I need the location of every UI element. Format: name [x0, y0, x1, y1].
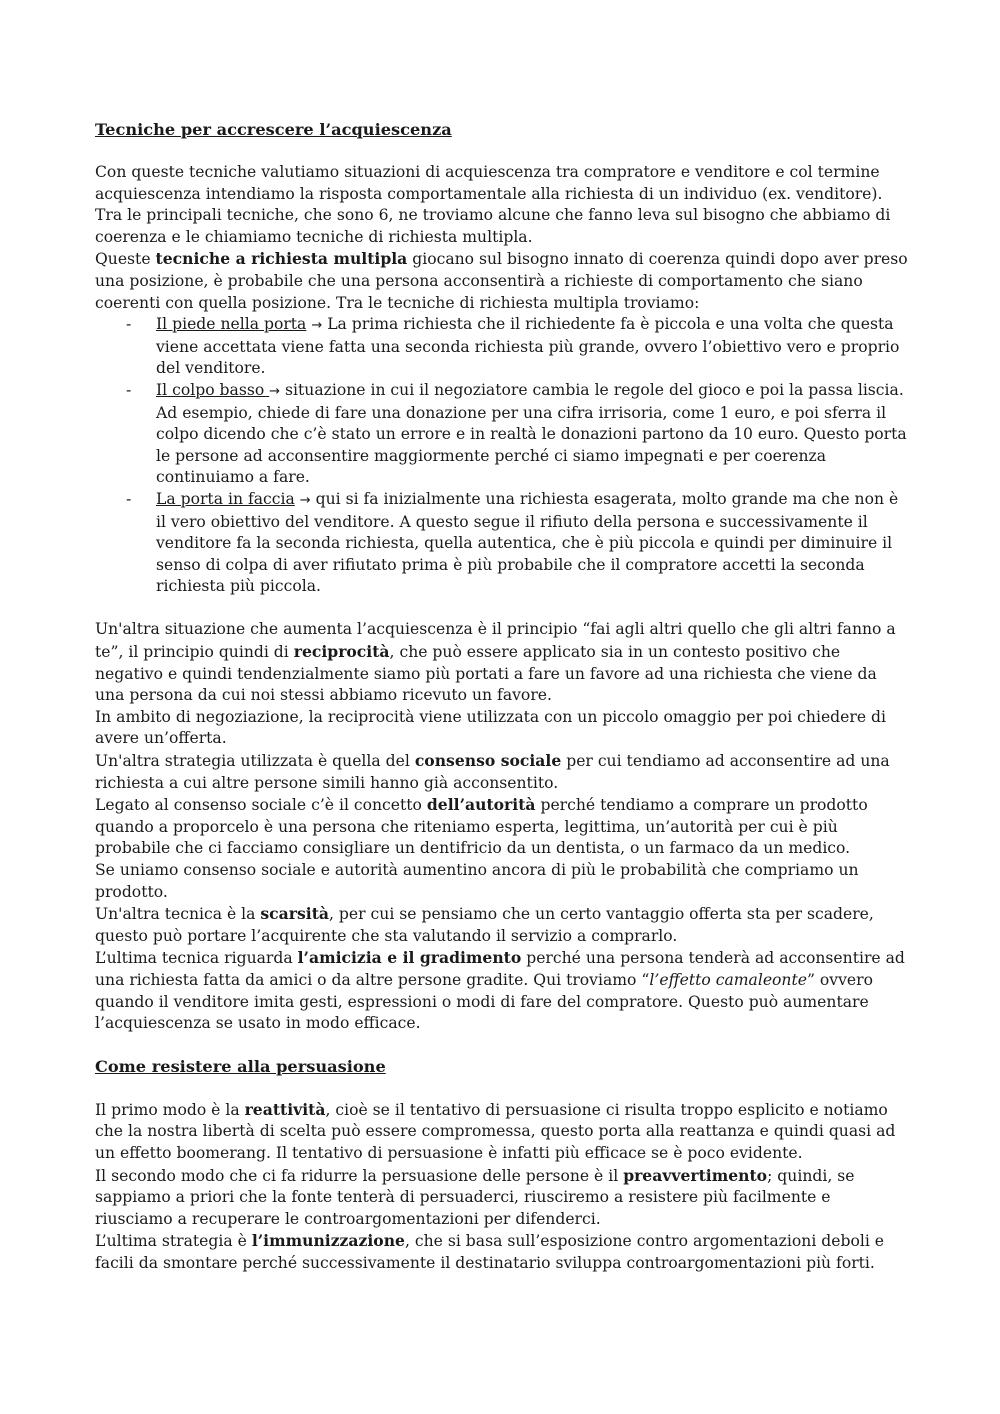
bold-term: consenso sociale: [414, 751, 562, 771]
arrow-right-icon: →: [299, 492, 311, 508]
text-run: Queste: [95, 250, 156, 269]
forewarning-paragraph: [95, 1165, 910, 1231]
reciprocity-paragraph: [95, 619, 910, 706]
text-run: , che può essere applicato sia in un contesto positivo che negativo e quindi tendenzialmente siamo più portati a fare un favore ad una richiesta che viene da una persona da cui noi stessi abbiamo ricevuto un favore.: [95, 643, 877, 705]
text-run: Il primo modo è la: [95, 1100, 245, 1119]
techniques-list: [95, 314, 910, 598]
list-bullet: -: [126, 489, 132, 508]
main-techniques-paragraph: Tra le principali tecniche, che sono 6, ne troviamo alcune che fanno leva sul bisogno che abbiamo di coerenza e le chiamiamo tecniche di richiesta multipla.: [95, 206, 891, 246]
list-bullet: -: [126, 315, 132, 334]
friendship-paragraph: [95, 947, 910, 1034]
consensus-paragraph: [95, 750, 910, 794]
intro-paragraph: Con queste tecniche valutiamo situazioni di acquiescenza tra compratore e venditore e col termine acquiescenza intendiamo la risposta comportamentale alla richiesta di un individuo (ex. venditore).: [95, 163, 883, 203]
arrow-right-icon: →: [311, 318, 323, 334]
text-run: ” ovvero quando il venditore imita gesti, espressioni o modi di fare del compratore. Questo può aumentare l’acquiescenza se usato in modo efficace.: [95, 970, 873, 1033]
bold-term: l’amicizia e il gradimento: [297, 948, 522, 968]
section-title-techniques: Tecniche per accrescere l’acquiescenza: [95, 120, 452, 139]
text-run: per cui tendiamo ad acconsentire ad una richiesta a cui altre persone simili hanno già acconsentito.: [95, 752, 890, 792]
text-run: Un'altra strategia utilizzata è quella del: [95, 752, 415, 771]
text-run: , cioè se il tentativo di persuasione ci risulta troppo esplicito e notiamo che la nostra libertà di scelta può essere compromessa, questo porta alla reattanza e quindi quasi ad un effetto boomerang. Il tentativo di persuasione è infatti più efficace se è poco evidente.: [95, 1100, 896, 1162]
bold-term: dell’autorità: [426, 795, 536, 815]
text-run: Il secondo modo che ci fa ridurre la persuasione delle persone è il: [95, 1166, 624, 1185]
text-run: L’ultima strategia è: [95, 1232, 252, 1251]
multiple-request-paragraph: [95, 248, 910, 314]
text-run: ; quindi, se sappiamo a priori che la fonte tenterà di persuaderci, riusciremo a resistere più facilmente e riusciamo a recuperare le controargomentazioni per difenderci.: [95, 1166, 855, 1228]
bold-term: l’immunizzazione: [251, 1231, 405, 1251]
technique-text: qui si fa inizialmente una richiesta esagerata, molto grande ma che non è il vero obiettivo del venditore. A questo segue il rifiuto della persona e successivamente il venditore fa la seconda richiesta, quella autentica, che è più piccola e quindi per diminuire il senso di colpa di aver rifiutato prima è più probabile che il compratore accetti la seconda richiesta più piccola.: [156, 489, 899, 596]
combine-paragraph: Se uniamo consenso sociale e autorità aumentino ancora di più le probabilità che compriamo un prodotto.: [95, 861, 859, 901]
section-title-resist: Come resistere alla persuasione: [95, 1056, 386, 1076]
arrow-right-icon: →: [269, 383, 281, 399]
technique-title: Il colpo basso: [156, 380, 270, 399]
text-run: L’ultima tecnica riguarda: [95, 949, 298, 968]
text-run: , per cui se pensiamo che un certo vantaggio offerta sta per scadere, questo può portare l’acquirente che sta valutando il servizio a comprarlo.: [95, 905, 874, 945]
reactivity-paragraph: [95, 1099, 910, 1165]
text-run: , che si basa sull’esposizione contro argomentazioni deboli e facili da smontare perché successivamente il destinatario sviluppa controargomentazioni più forti.: [95, 1232, 885, 1272]
text-run: giocano sul bisogno innato di coerenza quindi dopo aver preso una posizione, è probabile che una persona acconsentirà a richieste di comportamento che siano coerenti con quella posizione. Tra le tecniche di richiesta multipla troviamo:: [95, 250, 908, 312]
bold-term: reciprocità: [293, 642, 390, 662]
authority-paragraph: [95, 794, 910, 860]
list-item: [95, 380, 910, 489]
italic-term: l’effetto camaleonte: [649, 970, 807, 989]
technique-title: La porta in faccia: [156, 489, 295, 508]
text-run: Un'altra tecnica è la: [95, 905, 261, 924]
list-bullet: -: [126, 380, 132, 399]
negotiation-paragraph: In ambito di negoziazione, la reciprocità viene utilizzata con un piccolo omaggio per poi chiedere di avere un’offerta.: [95, 707, 886, 748]
text-run: perché tendiamo a comprare un prodotto quando a proporcelo è una persona che riteniamo esperta, legittima, un’autorità per cui è più probabile che ci facciamo consigliare un dentifricio da un dentista, o un farmaco da un medico.: [95, 796, 868, 858]
bold-term: reattività: [244, 1099, 326, 1119]
text-run: Legato al consenso sociale c’è il concetto: [95, 796, 427, 815]
list-item: [95, 314, 910, 380]
technique-text: La prima richiesta che il richiedente fa è piccola e una volta che questa viene accettata viene fatta una seconda richiesta più grande, ovvero l’obiettivo vero e proprio del venditore.: [156, 315, 900, 378]
list-item: [95, 489, 910, 598]
text-run: Un'altra situazione che aumenta l’acquiescenza è il principio “fai agli altri quello che gli altri fanno a te”, il principio quindi di: [95, 620, 896, 662]
technique-text: situazione in cui il negoziatore cambia le regole del gioco e poi la passa liscia. Ad esempio, chiede di fare una donazione per una cifra irrisoria, come 1 euro, e poi sferra il colpo dicendo che c’è stato un errore e in realtà le donazioni partono da 10 euro. Questo porta le persone ad acconsentire maggiormente perché ci siamo impegnati e per coerenza continuiamo a fare.: [156, 380, 907, 487]
immunization-paragraph: [95, 1230, 910, 1274]
bold-term: scarsità: [260, 904, 330, 924]
scarcity-paragraph: [95, 903, 910, 947]
bold-term: tecniche a richiesta multipla: [155, 249, 408, 269]
bold-term: preavvertimento: [623, 1165, 768, 1185]
text-run: perché una persona tenderà ad acconsentire ad una richiesta fatta da amici o da altre persone gradite. Qui troviamo “: [95, 949, 905, 989]
technique-title: Il piede nella porta: [156, 315, 307, 334]
